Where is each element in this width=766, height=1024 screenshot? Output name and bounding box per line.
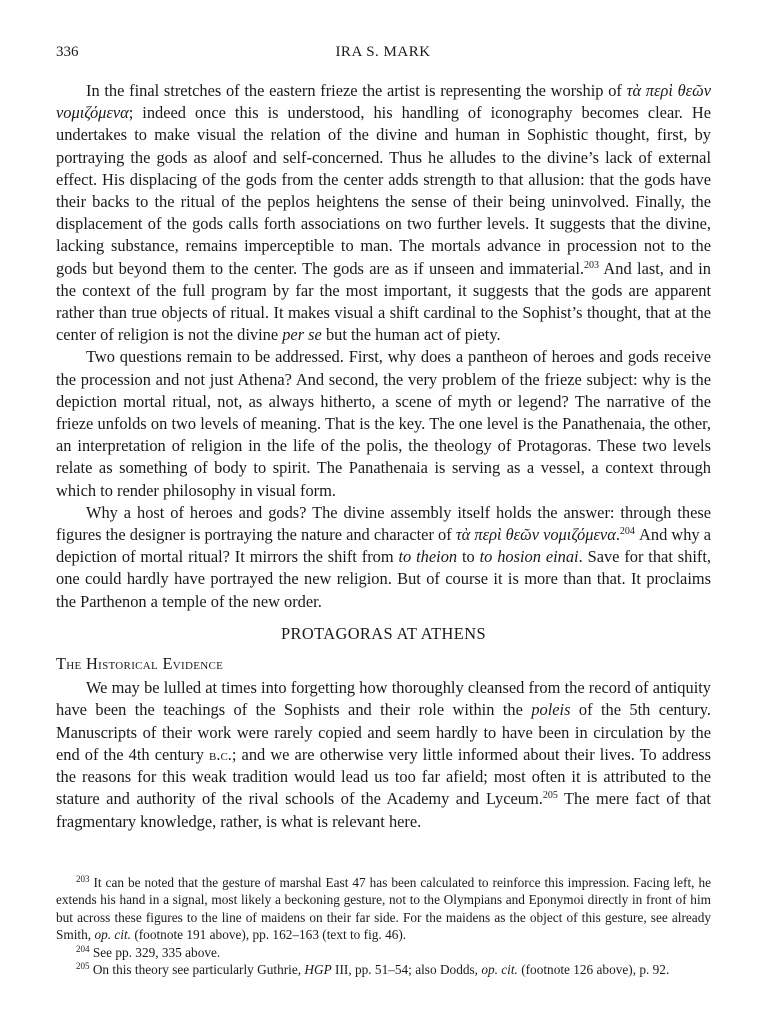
footnote-203 [56, 874, 711, 944]
footnote-ref-204[interactable]: 204 [619, 526, 635, 538]
para3-text-5: . Save for that shift, one could hardly have portrayed the new religion. But of course it is more than that. It proclaims the Parthenon a temple of the new order. [56, 547, 712, 611]
para3-text-2: . [615, 525, 620, 545]
subsection-title: The Historical Evidence [56, 654, 224, 674]
paragraph-4 [56, 677, 711, 832]
paragraph-2 [56, 346, 711, 501]
footnote-205 [56, 961, 711, 978]
para1-text-3: And last, and in the context of the full program by far the most important, it suggests that the gods are apparent rather than true objects of ritual. It makes visual a shift cardinal to the Sophist’s thought, that at the center of religion is not the divine [56, 258, 711, 345]
para4-text-3: ; and we are otherwise very little informed about their lives. To address the reasons for this weak tradition would lead us too far afield; most often it is attributed to the stature and authority of the rival schools of the Academy and Lyceum. [56, 744, 711, 809]
footnote-204-number: 204 [76, 943, 90, 954]
footnotes [56, 874, 711, 978]
para3-text-4: to [457, 547, 480, 567]
para3-italic-1: to theion [398, 547, 458, 567]
para4-text-4: The mere fact of that fragmentary knowledge, rather, is what is relevant here. [56, 789, 711, 831]
footnote-204 [56, 944, 711, 961]
page-number: 336 [56, 44, 79, 60]
para1-text-4: but the human act of piety. [321, 325, 501, 345]
para4-text-1: We may be lulled at times into forgetting how thoroughly cleansed from the record of antiquity have been the teachings of the Sophists and their role within the [56, 678, 711, 720]
running-head [56, 44, 710, 64]
footnote-203-text-1: It can be noted that the gesture of marshal East 47 has been calculated to reinforce this impression. Facing left, he extends his hand in a signal, most likely a beckoning gesture, not to the Olympians and Eponymoi directly in front of him but across these figures to the line of maidens on their far side. For the maidens as the object of this gesture, see already Smith, [56, 875, 711, 943]
para1-text-1: In the final stretches of the eastern frieze the artist is representing the worship of [86, 81, 627, 100]
paragraph-3 [56, 502, 711, 613]
running-head-author: IRA S. MARK [335, 44, 431, 60]
footnote-205-number: 205 [76, 961, 90, 972]
footnote-203-italic: op. cit. [94, 927, 131, 943]
para4-text-2: of the 5th century. Manuscripts of their work were rarely copied and seem hardly to have been in circulation by the end of the 4th century [56, 700, 711, 764]
para1-greek-phrase: τὰ περὶ θεῶν νομιζόμενα [56, 81, 711, 123]
paragraph-1 [56, 80, 711, 346]
footnote-205-text-1: On this theory see particularly Guthrie, [89, 962, 305, 978]
footnote-205-text-2: III, pp. 51–54; also Dodds, [331, 962, 482, 978]
footnote-203-number: 203 [76, 874, 90, 884]
para1-italic: per se [282, 325, 322, 345]
footnote-204-text: See pp. 329, 335 above. [89, 944, 221, 960]
footnote-205-text-3: (footnote 126 above), p. 92. [517, 962, 670, 978]
para4-bc: b.c. [209, 744, 232, 764]
footnote-203-text-2: (footnote 191 above), pp. 162–163 (text to fig. 46). [131, 927, 407, 943]
para4-italic: poleis [531, 700, 571, 720]
footnote-ref-205[interactable]: 205 [542, 790, 558, 802]
footnote-205-italic-2: op. cit. [481, 962, 518, 978]
para3-text-1: Why a host of heroes and gods? The divine assembly itself holds the answer: through these figures the designer is portraying the nature and character of [56, 502, 711, 545]
body-text [56, 80, 711, 833]
footnote-ref-203[interactable]: 203 [583, 259, 599, 271]
para3-greek-phrase: τὰ περὶ θεῶν νομιζόμενα [455, 525, 616, 545]
footnote-205-italic-1: HGP [304, 962, 332, 978]
section-title: PROTAGORAS AT ATHENS [281, 623, 486, 643]
para2-text: Two questions remain to be addressed. First, why does a pantheon of heroes and gods receive the procession and not just Athena? And second, the very problem of the frieze subject: why is the depiction mortal ritual, not, as always hitherto, a scene of myth or legend? The narrative of the frieze unfolds on two levels of meaning. That is the key. The one level is the Panathenaia, the other, an interpretation of religion in the life of the polis, the theology of Protagoras. These two levels relate as something of body to spirit. The Panathenaia is serving as a vessel, a context through which to render philosophy in visual form. [56, 347, 711, 500]
para1-text-2: ; indeed once this is understood, his handling of iconography becomes clear. He undertakes to make visual the relation of the divine and human in Sophistic thought, first, by portraying the gods as aloof and self-concerned. Thus he alludes to the divine’s lack of external effect. His displacing of the gods from the center adds strength to that allusion: that the gods have their backs to the ritual of the peplos heightens the sense of their being uninvolved. Finally, the displacement of the gods calls forth associations on two further levels. It suggests that the divine, lacking substance, remains imperceptible to man. The mortals advance in procession not to the gods but beyond them to the center. The gods are as if unseen and immaterial. [56, 103, 711, 278]
para3-italic-2: to hosion einai [479, 547, 579, 567]
para3-text-3: And why a depiction of mortal ritual? It mirrors the shift from [56, 525, 712, 567]
